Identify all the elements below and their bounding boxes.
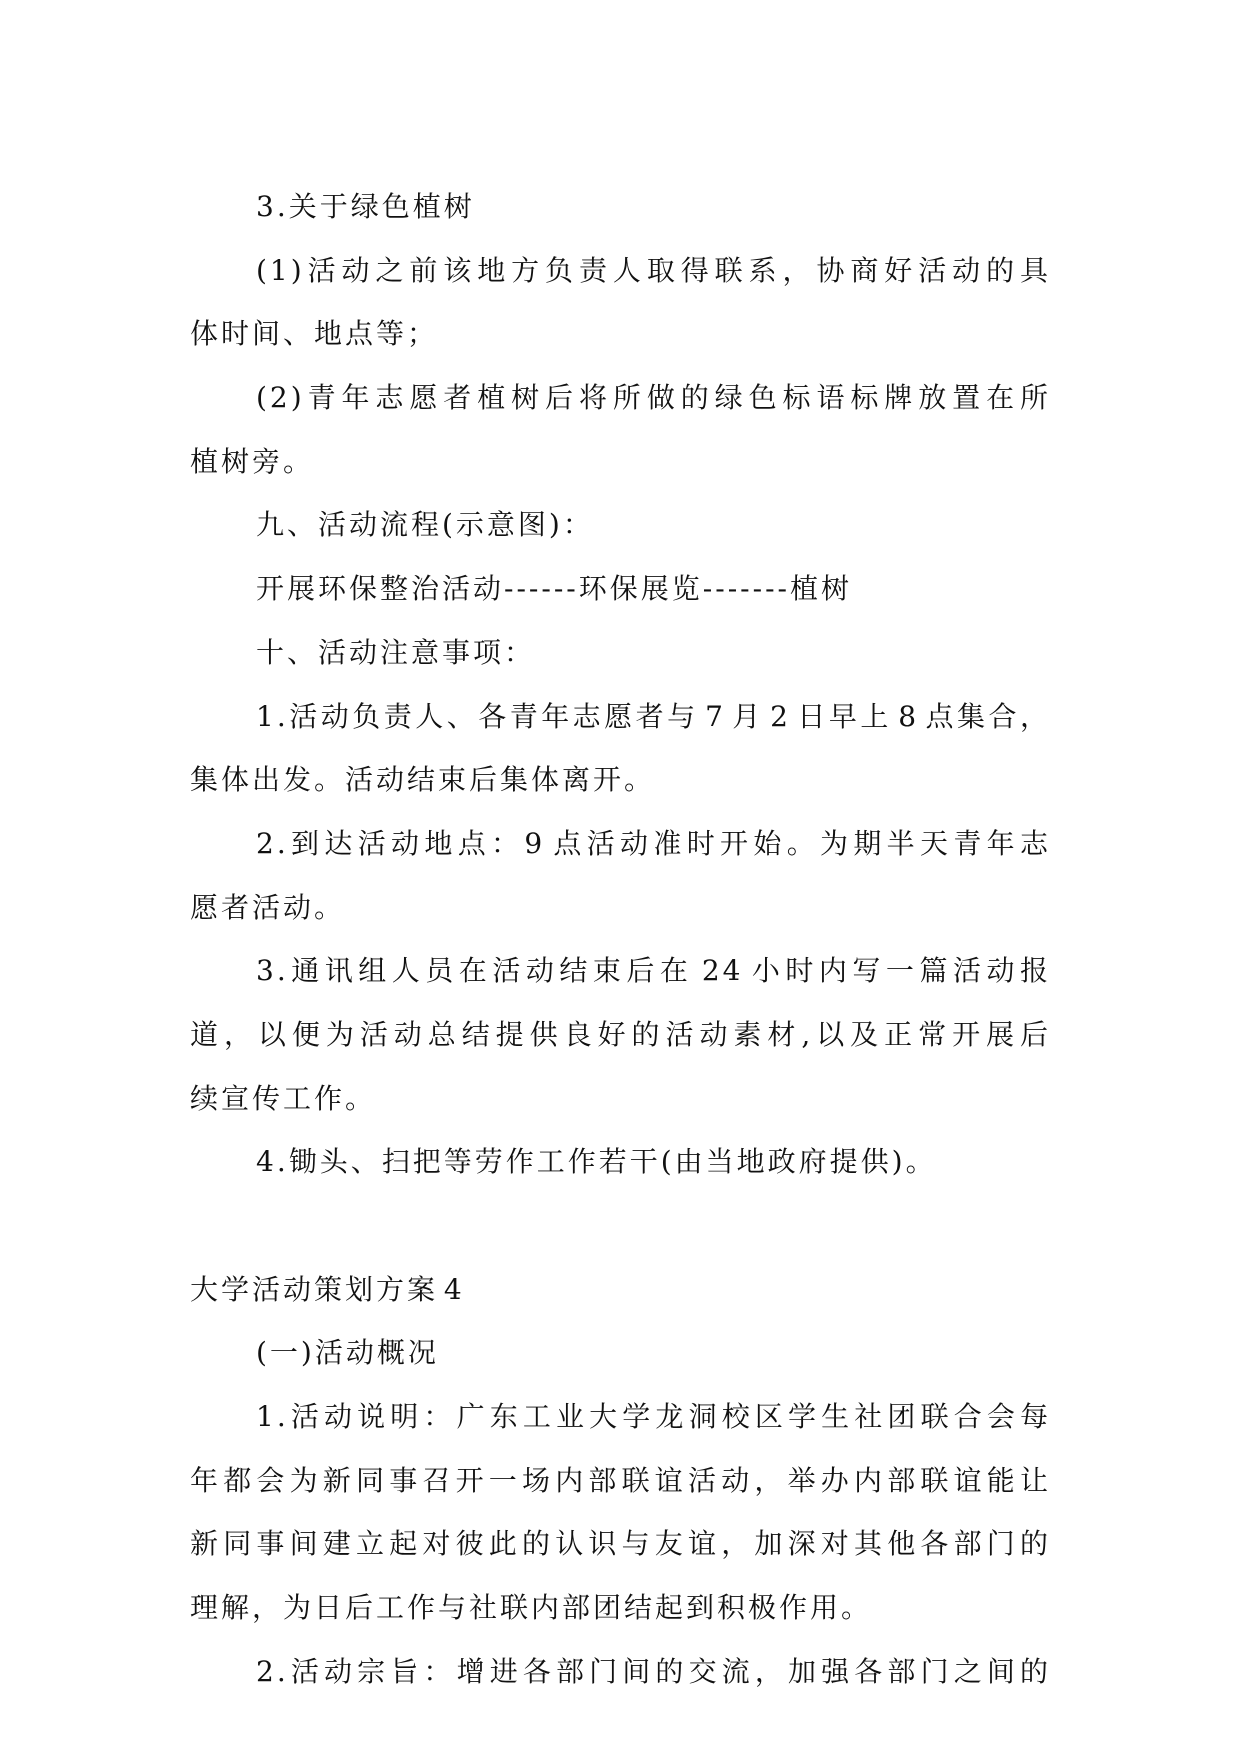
text-line: 2.到达活动地点：9 点活动准时开始。为期半天青年志 xyxy=(256,826,1051,860)
text-line: 十、活动注意事项： xyxy=(256,635,536,669)
text-line: 道，以便为活动总结提供良好的活动素材,以及正常开展后 xyxy=(190,1017,1051,1051)
text-line: 植树旁。 xyxy=(190,444,315,478)
text-line: 理解，为日后工作与社联内部团结起到积极作用。 xyxy=(190,1591,873,1625)
text-line: (1)活动之前该地方负责人取得联系，协商好活动的具 xyxy=(256,253,1051,287)
text-line: 集体出发。活动结束后集体离开。 xyxy=(190,763,656,797)
text-line: 2.活动宗旨：增进各部门间的交流，加强各部门之间的 xyxy=(256,1654,1051,1688)
text-line: 愿者活动。 xyxy=(190,890,346,924)
paragraph xyxy=(190,621,1051,685)
text-line: 3.关于绿色植树 xyxy=(256,190,475,223)
paragraph xyxy=(190,1130,1051,1194)
document-body xyxy=(190,175,1051,1704)
section-heading xyxy=(190,1258,1051,1322)
text-line: 1.活动说明：广东工业大学龙洞校区学生社团联合会每 xyxy=(256,1400,1051,1434)
paragraph xyxy=(190,175,1051,239)
paragraph xyxy=(190,812,1051,939)
text-line: 3.通讯组人员在活动结束后在 24 小时内写一篇活动报 xyxy=(256,954,1051,988)
paragraph xyxy=(190,685,1051,812)
text-line: 体时间、地点等； xyxy=(190,317,439,351)
paragraph xyxy=(190,493,1051,557)
text-line: (一)活动概况 xyxy=(256,1336,439,1370)
paragraph xyxy=(190,239,1051,366)
text-line: 4.锄头、扫把等劳作工作若干(由当地政府提供)。 xyxy=(256,1145,937,1179)
paragraph xyxy=(190,939,1051,1130)
text-line: 新同事间建立起对彼此的认识与友谊，加深对其他各部门的 xyxy=(190,1527,1051,1561)
paragraph xyxy=(190,1640,1051,1704)
text-line: (2)青年志愿者植树后将所做的绿色标语标牌放置在所 xyxy=(256,381,1051,415)
text-line: 1.活动负责人、各青年志愿者与 7 月 2 日早上 8 点集合， xyxy=(256,699,1051,733)
text-line: 续宣传工作。 xyxy=(190,1081,377,1115)
paragraph xyxy=(190,366,1051,493)
section-title: 大学活动策划方案 4 xyxy=(190,1272,465,1306)
paragraph xyxy=(190,1321,1051,1385)
text-line: 年都会为新同事召开一场内部联谊活动，举办内部联谊能让 xyxy=(190,1463,1051,1497)
flow-chart-line: 开展环保整治活动------环保展览-------植树 xyxy=(256,572,852,606)
text-line: 九、活动流程(示意图)： xyxy=(256,508,594,542)
paragraph xyxy=(190,1385,1051,1640)
paragraph xyxy=(190,557,1051,621)
